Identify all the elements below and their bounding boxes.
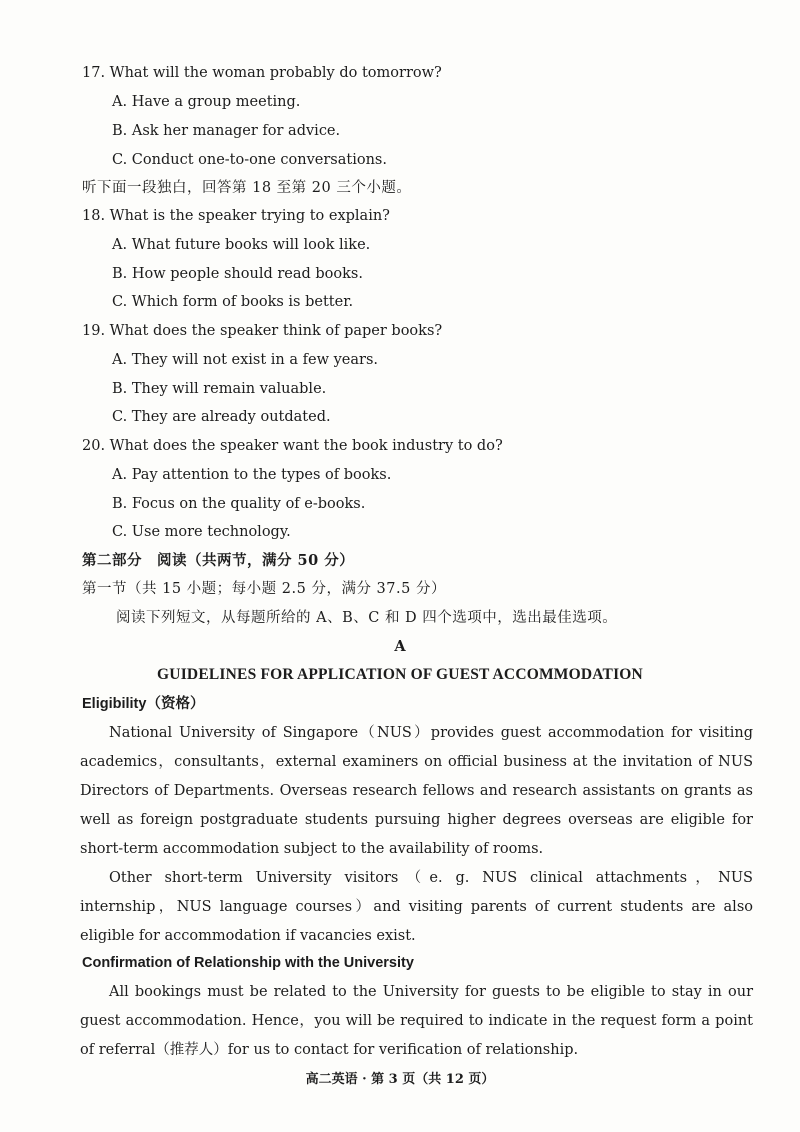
q19-option-c: C. They are already outdated. [112,409,331,425]
section1-heading: 第一节（共 15 小题；每小题 2.5 分，满分 37.5 分） [82,581,446,597]
instruction-18-20: 听下面一段独白，回答第 18 至第 20 三个小题。 [82,180,412,196]
eligibility-paragraph-2: Other short-term University visitors（e. g. NUS clinical attachments，NUS internship，NUS language courses）and visiting parents of current students are also eligible for accommodation if vacancies exist. [80,870,753,944]
page-footer: 高二英语 · 第 3 页（共 12 页） [305,1072,495,1087]
question-17: 17. What will the woman probably do tomorrow? [82,65,442,81]
question-18: 18. What is the speaker trying to explain? [82,208,390,224]
q17-option-b: B. Ask her manager for advice. [112,123,341,139]
q20-option-b: B. Focus on the quality of e-books. [112,496,366,512]
confirmation-paragraph: All bookings must be related to the University for guests to be eligible to stay in our guest accommodation. Hence，you will be required to indicate in the request form a point of referral（推荐人）for us to contact for verification of relationship. [80,984,753,1058]
q17-option-a: A. Have a group meeting. [112,94,301,110]
q20-option-a: A. Pay attention to the types of books. [112,467,392,483]
eligibility-heading: Eligibility（资格） [82,696,205,712]
question-19: 19. What does the speaker think of paper books? [82,323,443,339]
part2-heading: 第二部分 阅读（共两节，满分 50 分） [82,552,355,569]
q20-option-c: C. Use more technology. [112,524,291,540]
eligibility-paragraph-1: National University of Singapore（NUS）provides guest accommodation for visiting academics，consultants，external examiners on official business at the invitation of NUS Directors of Departments. Overseas research fellows and research assistants on grants as well as foreign postgraduate students pursuing higher degrees overseas are eligible for short-term accommodation subject to the availability of rooms. [80,725,753,857]
q18-option-a: A. What future books will look like. [112,237,371,253]
reading-instruction: 阅读下列短文，从每题所给的 A、B、C 和 D 四个选项中，选出最佳选项。 [116,610,618,626]
q18-option-c: C. Which form of books is better. [112,294,354,310]
passage-label: A [394,638,406,655]
confirmation-heading: Confirmation of Relationship with the University [82,955,414,971]
question-20: 20. What does the speaker want the book industry to do? [82,438,503,454]
q18-option-b: B. How people should read books. [112,266,363,282]
q17-option-c: C. Conduct one-to-one conversations. [112,152,387,168]
passage-title: GUIDELINES FOR APPLICATION OF GUEST ACCOMMODATION [157,666,643,683]
q19-option-a: A. They will not exist in a few years. [112,352,378,368]
q19-option-b: B. They will remain valuable. [112,381,327,397]
